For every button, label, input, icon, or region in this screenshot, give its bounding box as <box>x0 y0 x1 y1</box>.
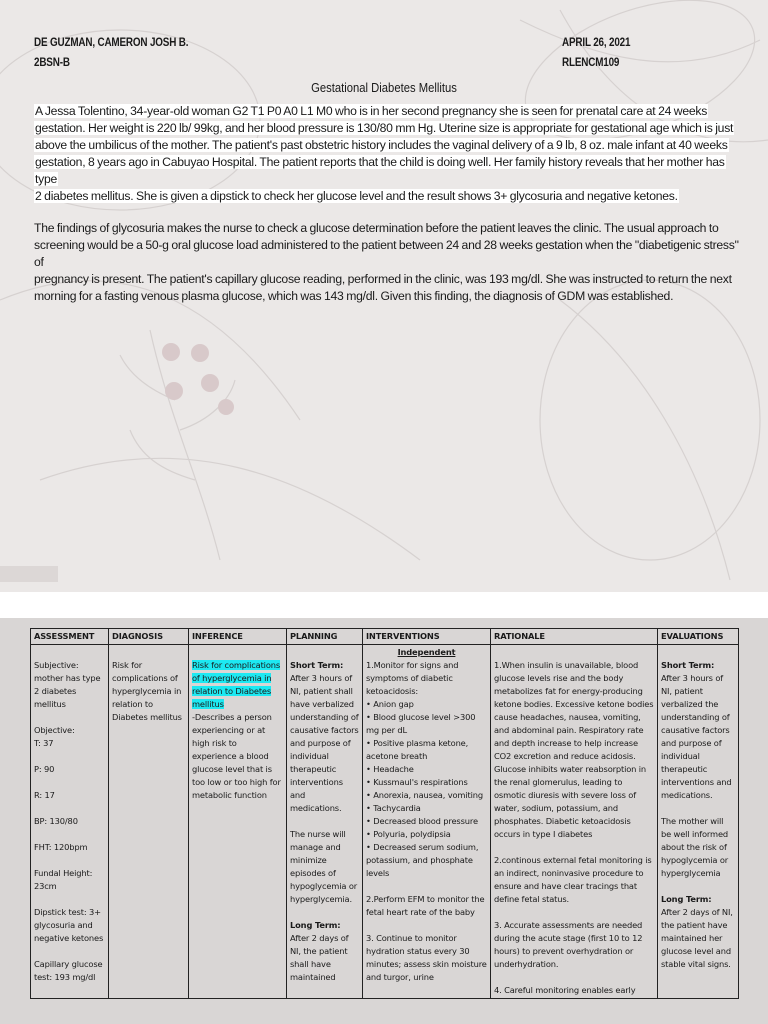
assessment-item: Fundal Height: 23cm <box>34 868 93 891</box>
findings-paragraph <box>34 220 749 305</box>
interventions-subheader: Independent <box>397 647 456 657</box>
case-paragraph <box>34 103 749 205</box>
rationale-2: 2.continous external fetal monitoring is an indirect, noninvasive procedure to ensure and have clear tracings that define fetal status. <box>494 855 652 904</box>
intervention-1: 1.Monitor for signs and symptoms of diabetic ketoacidosis: <box>366 660 459 696</box>
evaluation-long-text: After 2 days of NI, the patient have maintained her glucose level and stable vital signs. <box>661 907 733 969</box>
assessment-item: Dipstick test: 3+ glycosuria and negative ketones <box>34 907 104 943</box>
assessment-item: T: 37 <box>34 738 54 748</box>
nursing-care-plan-table <box>30 628 739 999</box>
inference-highlight: Risk for complications of hyperglycemia in relation to Diabetes mellitus <box>192 660 281 709</box>
assessment-item: Capillary glucose test: 193 mg/dl <box>34 959 103 982</box>
header-inference: INFERENCE <box>189 629 287 645</box>
assessment-cell <box>31 645 109 999</box>
inference-text: -Describes a person experiencing or at high risk to experience a blood glucose level that is too low or too high for metabolic function <box>192 712 281 800</box>
findings-line: The findings of glycosuria makes the nurse to check a glucose determination before the patient leaves the clinic. The usual approach to <box>34 221 719 235</box>
planning-long-label: Long Term: <box>290 920 341 930</box>
diagnosis-text: Risk for complications of hyperglycemia in relation to Diabetes mellitus <box>112 660 182 722</box>
document-title: Gestational Diabetes Mellitus <box>311 81 457 95</box>
document-date: APRIL 26, 2021 <box>562 37 631 49</box>
intervention-bullet: • Kussmaul's respirations <box>366 777 468 787</box>
header-interventions: INTERVENTIONS <box>363 629 491 645</box>
findings-line: pregnancy is present. The patient's capillary glucose reading, performed in the clinic, was 193 mg/dl. She was instructed to return the next <box>34 272 732 286</box>
intervention-3: 3. Continue to monitor hydration status every 30 minutes; assess skin moisture and turgor, urine <box>366 933 487 982</box>
intervention-bullet: • Tachycardia <box>366 803 421 813</box>
header-diagnosis: DIAGNOSIS <box>109 629 189 645</box>
inference-cell <box>189 645 287 999</box>
intervention-bullet: • Anion gap <box>366 699 414 709</box>
evaluation-short-text-2: The mother will be well informed about the risk of hypoglycemia or hyperglycemia <box>661 816 729 878</box>
evaluation-long-label: Long Term: <box>661 894 712 904</box>
case-line: gestation. Her weight is 220 lb/ 99kg, and her blood pressure is 130/80 mm Hg. Uterine size is appropriate for gestational age which is just <box>35 121 734 135</box>
student-section: 2BSN-B <box>34 57 70 69</box>
findings-line: morning for a fasting venous plasma glucose, which was 143 mg/dl. Given this finding, the diagnosis of GDM was established. <box>34 289 674 303</box>
rationale-1: 1.When insulin is unavailable, blood glucose levels rise and the body metabolizes fat for energy-producing ketone bodies. Excessive ketone bodies cause headaches, nausea, vomiting, and abdominal pain. Respiratory rate and depth increase to help increase CO2 excretion and reduce acidosis. Glucose inhibits water reabsorption in the renal glomerulus, leading to osmotic diuresis with severe loss of water, sodium, potassium, and phosphates. Diabetic ketoacidosis occurs in type I diabetes <box>494 660 654 839</box>
evaluations-cell <box>658 645 739 999</box>
rationale-3: 3. Accurate assessments are needed during the acute stage (first 10 to 12 hours) to prevent overhydration or underhydration. <box>494 920 643 969</box>
rationale-cell <box>491 645 658 999</box>
intervention-2: 2.Perform EFM to monitor the fetal heart rate of the baby <box>366 894 485 917</box>
evaluation-short-label: Short Term: <box>661 660 715 670</box>
assessment-item: FHT: 120bpm <box>34 842 88 852</box>
rationale-4: 4. Careful monitoring enables early <box>494 985 636 995</box>
assessment-item: BP: 130/80 <box>34 816 78 826</box>
interventions-cell <box>363 645 491 999</box>
planning-short-text: After 3 hours of NI, patient shall have verbalized understanding of causative factors and purpose of individual therapeutic interventions and medications. <box>290 673 359 813</box>
assessment-subjective: Subjective: mother has type 2 diabetes mellitus <box>34 660 101 709</box>
evaluation-short-text: After 3 hours of NI, patient verbalized the understanding of causative factors and purpose of individual therapeutic interventions and medications. <box>661 673 732 800</box>
intervention-bullet: • Blood glucose level >300 mg per dL <box>366 712 476 735</box>
student-name: DE GUZMAN, CAMERON JOSH B. <box>34 37 189 49</box>
assessment-item: R: 17 <box>34 790 55 800</box>
intervention-bullet: • Anorexia, nausea, vomiting <box>366 790 483 800</box>
planning-cell <box>287 645 363 999</box>
intervention-bullet: • Headache <box>366 764 414 774</box>
intervention-bullet: • Decreased serum sodium, potassium, and phosphate levels <box>366 842 479 878</box>
page-gap <box>0 592 768 618</box>
planning-short-text-2: The nurse will manage and minimize episodes of hypoglycemia or hyperglycemia. <box>290 829 358 904</box>
intervention-bullet: • Polyuria, polydipsia <box>366 829 451 839</box>
care-plan-page <box>0 618 768 1024</box>
assessment-item: P: 90 <box>34 764 55 774</box>
case-line: above the umbilicus of the mother. The patient's past obstetric history includes the vaginal delivery of a 9 lb, 8 oz. male infant at 40 weeks <box>35 138 728 152</box>
header-assessment: ASSESSMENT <box>31 629 109 645</box>
case-line: A Jessa Tolentino, 34-year-old woman G2 T1 P0 A0 L1 M0 who is in her second pregnancy she is seen for prenatal care at 24 weeks <box>35 104 708 118</box>
findings-line: screening would be a 50-g oral glucose load administered to the patient between 24 and 28 weeks gestation when the "diabetigenic stress" of <box>34 238 739 269</box>
intervention-bullet: • Positive plasma ketone, acetone breath <box>366 738 469 761</box>
course-code: RLENCM109 <box>562 57 620 69</box>
header-rationale: RATIONALE <box>491 629 658 645</box>
header-evaluations: EVALUATIONS <box>658 629 739 645</box>
case-line: 2 diabetes mellitus. She is given a dipstick to check her glucose level and the result shows 3+ glycosuria and negative ketones. <box>35 189 678 203</box>
assessment-objective-label: Objective: <box>34 725 75 735</box>
planning-long-text: After 2 days of NI, the patient shall have maintained <box>290 933 349 982</box>
header-planning: PLANNING <box>287 629 363 645</box>
diagnosis-cell <box>109 645 189 999</box>
case-line: gestation, 8 years ago in Cabuyao Hospital. The patient reports that the child is doing well. Her family history reveals that her mother has type <box>35 155 725 186</box>
planning-short-label: Short Term: <box>290 660 344 670</box>
intervention-bullet: • Decreased blood pressure <box>366 816 478 826</box>
